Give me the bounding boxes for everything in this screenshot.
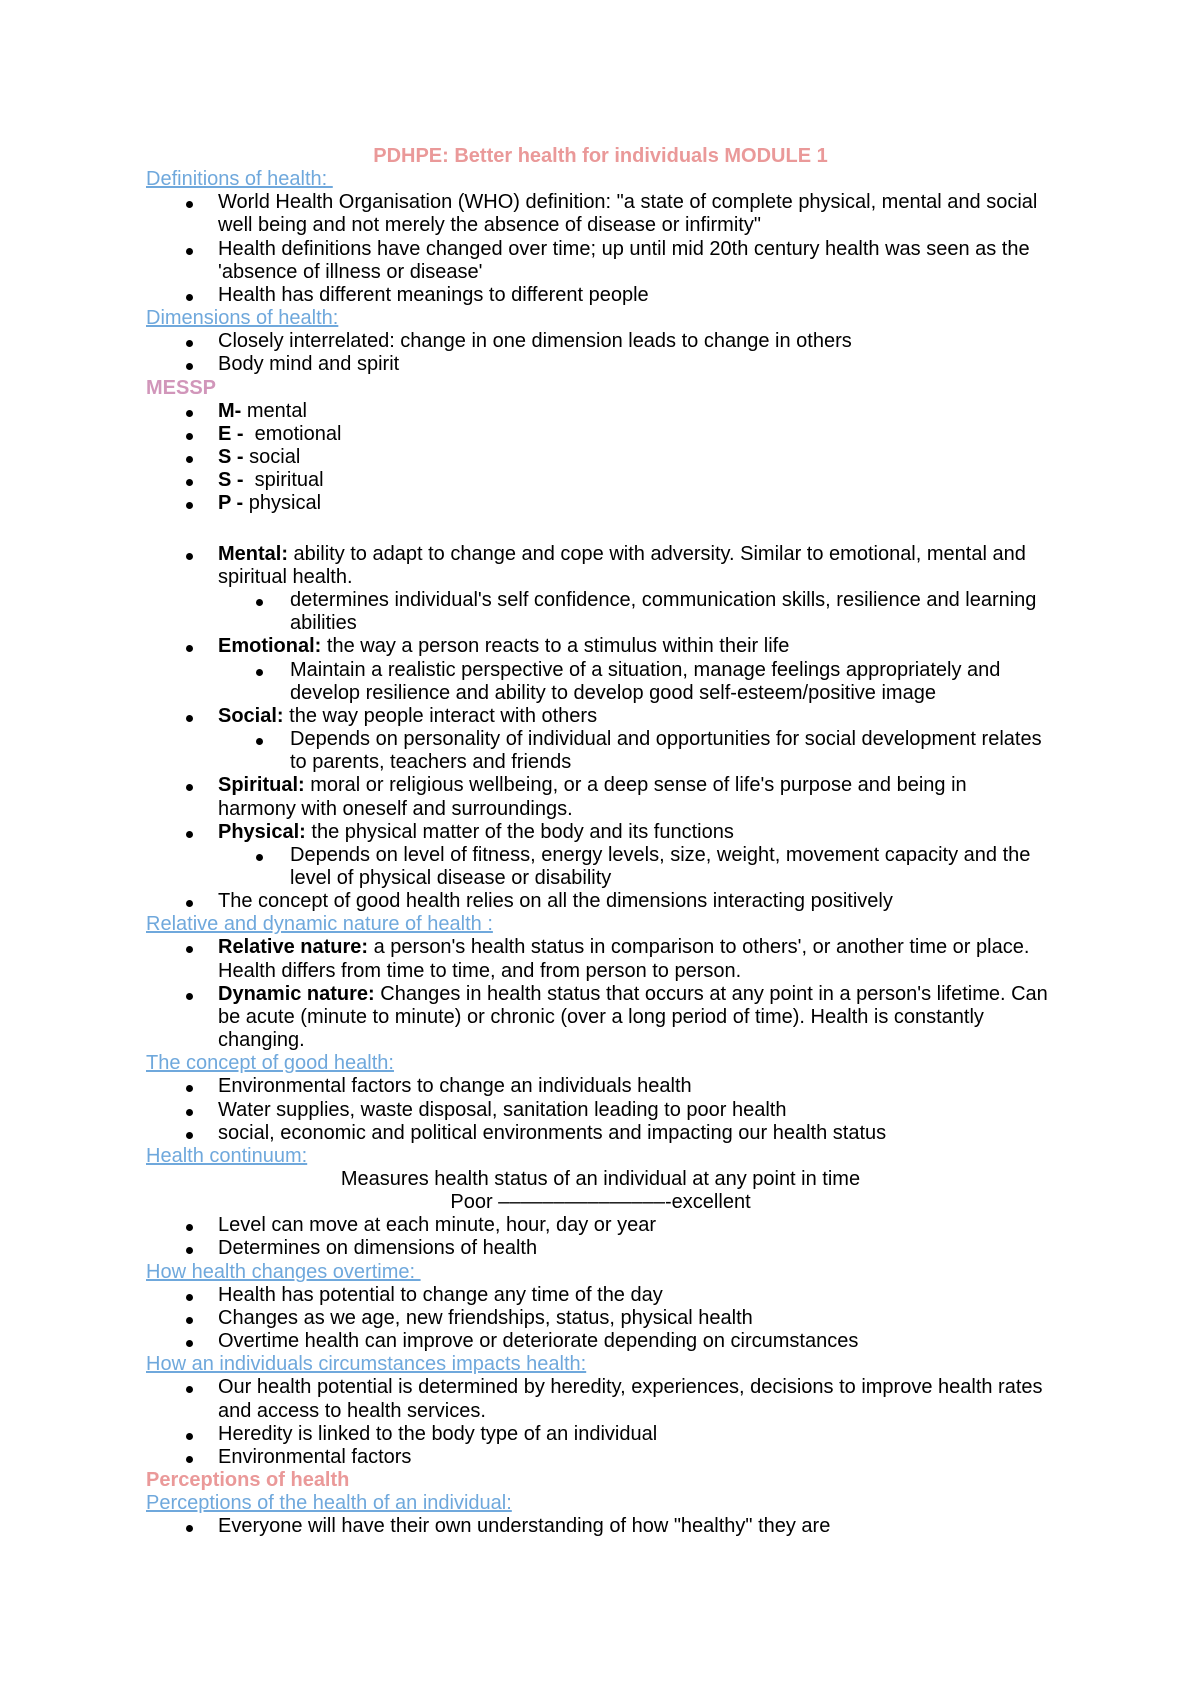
bullet-icon: [186, 410, 193, 417]
bullet-text: to parents, teachers and friends: [290, 751, 572, 774]
bullet-item: [146, 774, 1055, 797]
bullet-item: [146, 423, 1055, 446]
term-label: Mental:: [218, 542, 288, 565]
bullet-item: [146, 469, 1055, 492]
bullet-icon: [186, 363, 193, 370]
term-definition: changing.: [218, 1029, 305, 1052]
bullet-item: [146, 492, 1055, 515]
bullet-text: 'absence of illness or disease': [218, 260, 483, 283]
heading-row: [146, 1261, 1055, 1284]
messp-letter: E -: [218, 422, 250, 445]
bullet-icon: [186, 248, 193, 255]
bullet-item: [146, 635, 1055, 658]
bullet-text: Overtime health can improve or deteriorate depending on circumstances: [218, 1330, 859, 1353]
term-label: Social:: [218, 704, 284, 727]
bullet-icon: [186, 831, 193, 838]
bullet-icon: [186, 201, 193, 208]
bullet-text: Body mind and spirit: [218, 353, 400, 376]
bullet-text: determines individual's self confidence, communication skills, resilience and learning: [290, 589, 1037, 612]
bullet-icon: [186, 1386, 193, 1393]
bullet-item: [146, 1075, 1055, 1098]
bullet-text: Everyone will have their own understanding of how "healthy" they are: [218, 1515, 831, 1538]
bullet-icon: [256, 599, 263, 606]
term-definition: be acute (minute to minute) or chronic (over a long period of time). Health is constantly: [218, 1005, 984, 1028]
term-label: Emotional:: [218, 635, 322, 658]
bullet-icon: [186, 1525, 193, 1532]
bullet-icon: [186, 294, 193, 301]
heading-dimensions-of-health: Dimensions of health:: [146, 307, 339, 330]
bullet-item: [146, 1376, 1055, 1399]
bullet-text: Depends on level of fitness, energy levels, size, weight, movement capacity and the: [290, 843, 1031, 866]
sub-bullet-item: [146, 844, 1055, 867]
heading-how-health-changes: How health changes overtime:: [146, 1260, 421, 1283]
bullet-text: Maintain a realistic perspective of a situation, manage feelings appropriately and: [290, 658, 1001, 681]
messp-letter: P -: [218, 492, 249, 515]
bullet-text: Closely interrelated: change in one dimension leads to change in others: [218, 330, 852, 353]
bullet-icon: [186, 1317, 193, 1324]
bullet-text: Depends on personality of individual and opportunities for social development relates: [290, 728, 1042, 751]
heading-row: [146, 1052, 1055, 1075]
bullet-text: Environmental factors: [218, 1445, 412, 1468]
bullet-text: The concept of good health relies on all the dimensions interacting positively: [218, 890, 893, 913]
bullet-item-continuation: [146, 798, 1055, 821]
bullet-item: [146, 890, 1055, 913]
bullet-item: [146, 705, 1055, 728]
bullet-item: [146, 543, 1055, 566]
sub-bullet-item-continuation: [146, 682, 1055, 705]
bullet-item: [146, 284, 1055, 307]
bullet-item: [146, 1307, 1055, 1330]
bullet-text: Environmental factors to change an individuals health: [218, 1075, 692, 1098]
heading-row: [146, 1353, 1055, 1376]
bullet-icon: [186, 456, 193, 463]
term-label: Physical:: [218, 820, 306, 843]
bullet-text: Health definitions have changed over time; up until mid 20th century health was seen as the: [218, 237, 1030, 260]
bullet-item: [146, 191, 1055, 214]
bullet-icon: [186, 1224, 193, 1231]
bullet-icon: [186, 784, 193, 791]
heading-relative-dynamic-nature: Relative and dynamic nature of health :: [146, 913, 493, 936]
sub-bullet-item-continuation: [146, 867, 1055, 890]
messp-letter: S -: [218, 469, 250, 492]
heading-row: [146, 307, 1055, 330]
term-definition: moral or religious wellbeing, or a deep sense of life's purpose and being in: [304, 774, 967, 797]
term-definition: the physical matter of the body and its functions: [305, 820, 734, 843]
bullet-item: [146, 1423, 1055, 1446]
bullet-item-continuation: [146, 566, 1055, 589]
bullet-text: World Health Organisation (WHO) definition: "a state of complete physical, mental and social: [218, 191, 1038, 214]
bullet-icon: [256, 738, 263, 745]
term-definition: spiritual health.: [218, 565, 353, 588]
sub-bullet-item-continuation: [146, 612, 1055, 635]
term-label: Relative nature:: [218, 936, 369, 959]
bullet-text: Heredity is linked to the body type of an individual: [218, 1422, 658, 1445]
bullet-icon: [186, 1085, 193, 1092]
document-title: PDHPE: Better health for individuals MODULE 1: [373, 145, 828, 167]
bullet-item: [146, 238, 1055, 261]
heading-row: [146, 168, 1055, 191]
bullet-icon: [256, 669, 263, 676]
bullet-icon: [186, 1456, 193, 1463]
bullet-item: [146, 1284, 1055, 1307]
heading-perceptions-of-individual: Perceptions of the health of an individual:: [146, 1492, 512, 1515]
bullet-item: [146, 446, 1055, 469]
bullet-text: level of physical disease or disability: [290, 866, 612, 889]
term-definition: harmony with oneself and surroundings.: [218, 797, 573, 820]
bullet-icon: [186, 1433, 193, 1440]
bullet-item: [146, 1446, 1055, 1469]
bullet-text: Health has potential to change any time of the day: [218, 1283, 663, 1306]
bullet-text: abilities: [290, 612, 357, 635]
bullet-icon: [186, 645, 193, 652]
heading-individual-circumstances: How an individuals circumstances impacts health:: [146, 1353, 587, 1376]
bullet-item-continuation: [146, 1006, 1055, 1029]
bullet-item: [146, 936, 1055, 959]
sub-bullet-item-continuation: [146, 751, 1055, 774]
heading-definitions-of-health: Definitions of health:: [146, 168, 333, 191]
bullet-item-continuation: [146, 1400, 1055, 1423]
bullet-text: social, economic and political environments and impacting our health status: [218, 1121, 887, 1144]
section-heading-messp: MESSP: [146, 376, 217, 399]
bullet-icon: [186, 553, 193, 560]
bullet-icon: [186, 900, 193, 907]
bullet-icon: [186, 1340, 193, 1347]
bullet-item: [146, 1330, 1055, 1353]
heading-health-continuum: Health continuum:: [146, 1144, 308, 1167]
bullet-icon: [186, 1132, 193, 1139]
messp-dimension: spiritual: [249, 469, 324, 492]
bullet-text: Health has different meanings to different people: [218, 283, 649, 306]
heading-row: [146, 1492, 1055, 1515]
bullet-item: [146, 1122, 1055, 1145]
bullet-item-continuation: [146, 214, 1055, 237]
sub-bullet-item: [146, 728, 1055, 751]
bullet-icon: [186, 502, 193, 509]
messp-dimension: emotional: [249, 422, 342, 445]
term-definition: a person's health status in comparison to others', or another time or place.: [368, 936, 1030, 959]
bullet-text: well being and not merely the absence of disease or infirmity": [218, 214, 761, 237]
bullet-text: develop resilience and ability to develop good self-esteem/positive image: [290, 681, 936, 704]
bullet-text: Level can move at each minute, hour, day or year: [218, 1214, 657, 1237]
sub-bullet-item: [146, 659, 1055, 682]
continuum-caption: Measures health status of an individual at any point in time: [340, 1168, 861, 1191]
bullet-item: [146, 1099, 1055, 1122]
bullet-icon: [186, 340, 193, 347]
bullet-icon: [186, 479, 193, 486]
heading-concept-of-good-health: The concept of good health:: [146, 1052, 394, 1075]
bullet-item: [146, 1214, 1055, 1237]
messp-letter: M-: [218, 399, 242, 422]
term-definition: Changes in health status that occurs at any point in a person's lifetime. Can: [374, 982, 1048, 1005]
bullet-text: Water supplies, waste disposal, sanitation leading to poor health: [218, 1098, 787, 1121]
bullet-icon: [186, 1247, 193, 1254]
heading-row: [146, 1145, 1055, 1168]
bullet-item: [146, 330, 1055, 353]
continuum-scale: Poor –––––––––––––––-excellent: [450, 1191, 751, 1214]
bullet-text: Changes as we age, new friendships, status, physical health: [218, 1306, 753, 1329]
term-label: Dynamic nature:: [218, 982, 375, 1005]
bullet-item-continuation: [146, 261, 1055, 284]
bullet-icon: [186, 715, 193, 722]
bullet-item: [146, 1237, 1055, 1260]
messp-dimension: social: [249, 446, 301, 469]
heading-row: [146, 913, 1055, 936]
messp-dimension: physical: [248, 492, 322, 515]
term-definition: Health differs from time to time, and from person to person.: [218, 959, 742, 982]
bullet-icon: [256, 854, 263, 861]
messp-dimension: mental: [241, 399, 307, 422]
bullet-icon: [186, 433, 193, 440]
term-label: Spiritual:: [218, 774, 305, 797]
messp-letter: S -: [218, 446, 250, 469]
bullet-icon: [186, 1109, 193, 1116]
bullet-item: [146, 1515, 1055, 1538]
bullet-text: Determines on dimensions of health: [218, 1237, 538, 1260]
bullet-item: [146, 821, 1055, 844]
blank-line: [146, 516, 1055, 543]
term-definition: the way a person reacts to a stimulus within their life: [321, 635, 790, 658]
section-heading-perceptions: Perceptions of health: [146, 1469, 350, 1492]
bullet-text: and access to health services.: [218, 1399, 486, 1422]
bullet-text: Our health potential is determined by heredity, experiences, decisions to improve health rates: [218, 1376, 1043, 1399]
bullet-item: [146, 353, 1055, 376]
sub-bullet-item: [146, 589, 1055, 612]
term-definition: the way people interact with others: [283, 704, 598, 727]
bullet-item-continuation: [146, 1029, 1055, 1052]
term-definition: ability to adapt to change and cope with adversity. Similar to emotional, mental and: [288, 542, 1026, 565]
bullet-item: [146, 400, 1055, 423]
bullet-icon: [186, 946, 193, 953]
bullet-item: [146, 983, 1055, 1006]
bullet-icon: [186, 993, 193, 1000]
bullet-item-continuation: [146, 960, 1055, 983]
bullet-icon: [186, 1294, 193, 1301]
